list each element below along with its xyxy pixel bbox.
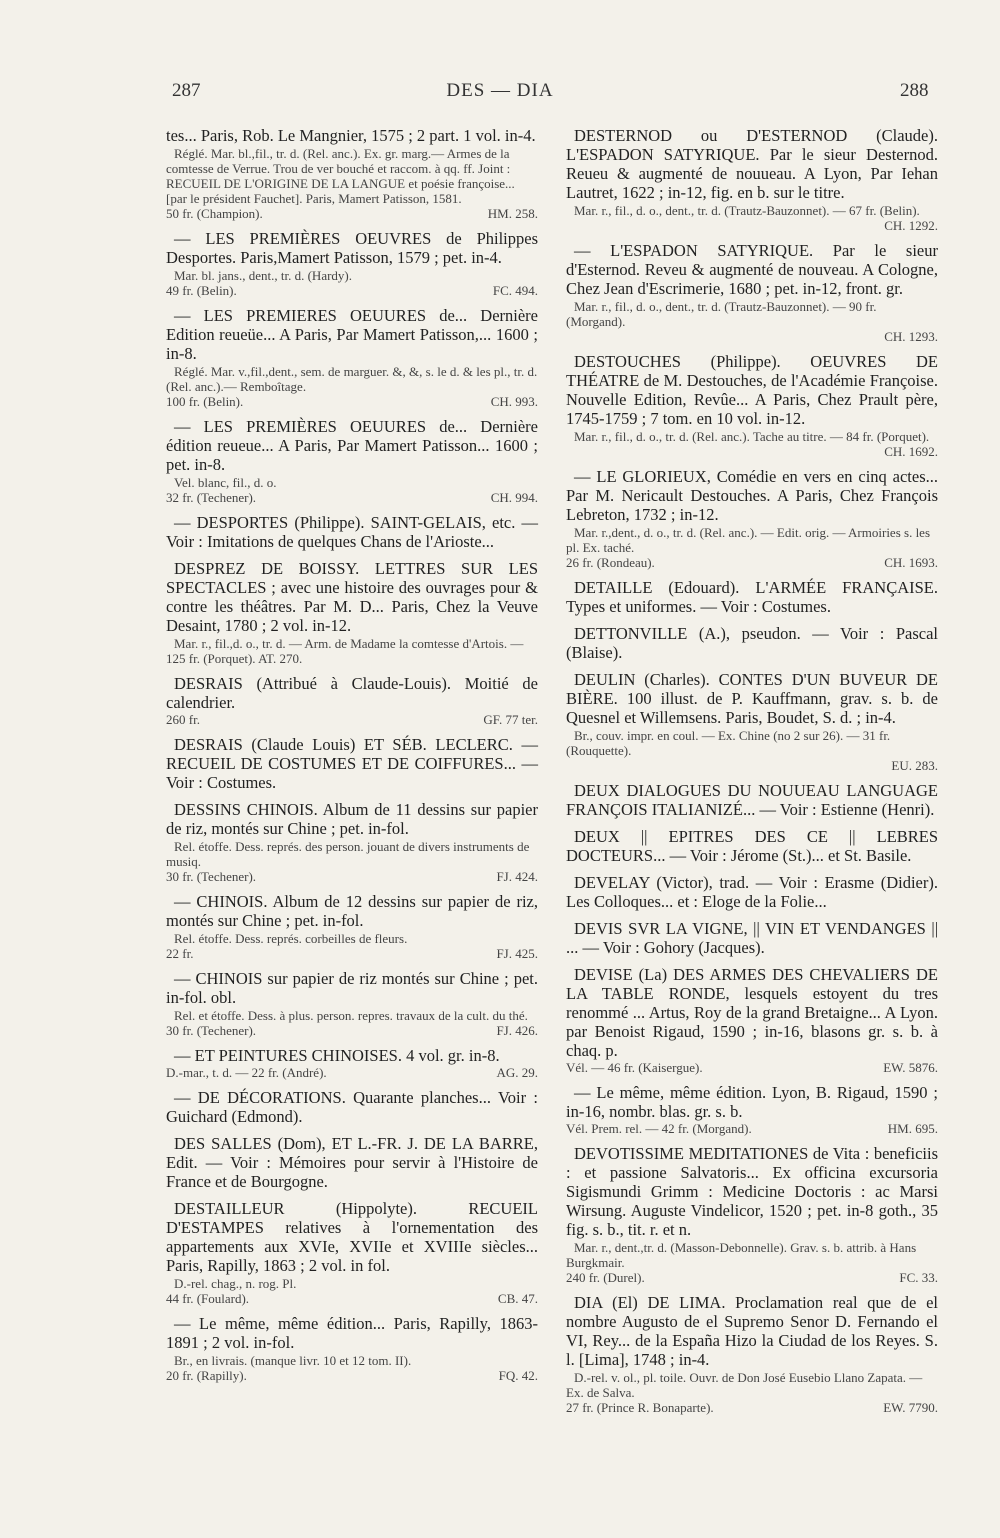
catalogue-entry: [566, 827, 938, 865]
entry-binding-note: Vel. blanc, fil., d. o.: [174, 475, 277, 490]
entry-heading: tes... Paris, Rob. Le Mangnier, 1575 ; 2 part. 1 vol. in-4.: [166, 126, 536, 145]
entry-sale-ref: FC. 494.: [492, 283, 538, 298]
entry-heading: — ET PEINTURES CHINOISES. 4 vol. gr. in-8.: [174, 1046, 500, 1065]
entry-heading: — DESPORTES (Philippe). SAINT-GELAIS, etc. — Voir : Imitations de quelques Chans de l'Arioste...: [166, 513, 538, 551]
entry-heading: DESSINS CHINOIS. Album de 11 dessins sur papier de riz, montés sur Chine ; pet. in-fol.: [166, 800, 538, 838]
entry-price: 100 fr. (Belin).: [166, 394, 244, 409]
catalogue-entry: [566, 873, 938, 911]
entry-price: Vél. — 46 fr. (Kaisergue).: [566, 1060, 703, 1075]
entry-price-line: [566, 758, 938, 773]
entry-binding-note: Br., en livrais. (manque livr. 10 et 12 tom. II).: [174, 1353, 412, 1368]
left-column: [166, 126, 538, 1391]
entry-binding-note: Rel. étoffe. Dess. représ. corbeilles de fleurs.: [174, 931, 408, 946]
entry-binding-note: Mar. r., dent.,tr. d. (Masson-Debonnelle). Grav. s. b. attrib. à Hans Burgkmair.: [566, 1240, 917, 1270]
entry-sale-ref: CH. 1292.: [884, 218, 938, 233]
entry-sale-ref: EW. 7790.: [883, 1400, 938, 1415]
catalogue-entry: [566, 1293, 938, 1415]
entry-binding-note: Mar. r., fil., d. o., tr. d. (Rel. anc.). Tache au titre. — 84 fr. (Porquet).: [574, 429, 930, 444]
catalogue-entry: [566, 467, 938, 570]
catalogue-entry: [566, 578, 938, 616]
entry-heading: DESRAIS (Claude Louis) ET SÉB. LECLERC. — RECUEIL DE COSTUMES ET DE COIFFURES... — Voir : Costumes.: [166, 735, 538, 792]
catalogue-entry: [566, 241, 938, 344]
entry-price-line: [566, 1060, 938, 1075]
entry-price-line: [166, 869, 538, 884]
entry-heading: — LE GLORIEUX, Comédie en vers en cinq actes... Par M. Nericault Destouches. A Paris, Chez François Lebreton, 1732 ; in-12.: [566, 467, 938, 524]
entry-sale-ref: FJ. 425.: [496, 946, 538, 961]
entry-sale-ref: EW. 5876.: [883, 1060, 938, 1075]
running-title: DES — DIA: [446, 80, 554, 101]
entry-sale-ref: CH. 993.: [490, 394, 538, 409]
catalogue-entry: [166, 126, 538, 221]
catalogue-entry: [166, 559, 538, 666]
entry-heading: DEVISE (La) DES ARMES DES CHEVALIERS DE LA TABLE RONDE, lesquels estoyent du tres renommé ... Artus, Roy de la grand Bretaigne... A Lyon. par Benoist Rigaud, 1590 ; in-16, blasons gr. s. b. à chaq. p.: [566, 965, 938, 1060]
entry-price-line: [566, 1121, 938, 1136]
catalogue-entry: [166, 417, 538, 505]
entry-binding-note: Mar. bl. jans., dent., tr. d. (Hardy).: [174, 268, 352, 283]
entry-heading: DESRAIS (Attribué à Claude-Louis). Moitié de calendrier.: [166, 674, 538, 712]
entry-price: 260 fr.: [166, 712, 200, 727]
catalogue-entry: [166, 1199, 538, 1306]
catalogue-entry: [566, 352, 938, 459]
entry-price-line: [166, 394, 538, 409]
entry-heading: — LES PREMIÈRES OEUVRES de Philippes Desportes. Paris,Mamert Patisson, 1579 ; pet. in-4.: [166, 229, 538, 267]
entry-sale-ref: FJ. 424.: [496, 869, 538, 884]
entry-sale-ref: HM. 695.: [887, 1121, 938, 1136]
catalogue-entry: [166, 800, 538, 884]
entry-price: Vél. Prem. rel. — 42 fr. (Morgand).: [566, 1121, 752, 1136]
entry-price: D.-mar., t. d. — 22 fr. (André).: [166, 1065, 327, 1080]
catalogue-entry: [566, 965, 938, 1075]
entry-binding-note: Réglé. Mar. v.,fil.,dent., sem. de marguer. &, &, s. le d. & les pl., tr. d. (Rel. anc.).— Remboîtage.: [166, 364, 538, 394]
entry-binding-note: Rel. étoffe. Dess. représ. des person. jouant de divers instruments de musiq.: [166, 839, 530, 869]
entry-sale-ref: AG. 29.: [496, 1065, 538, 1080]
entry-heading: DEUX || EPITRES DES CE || LEBRES DOCTEURS... — Voir : Jérome (St.)... et St. Basile.: [566, 827, 938, 865]
entry-sale-ref: CH. 1692.: [884, 444, 938, 459]
entry-binding-note: Réglé. Mar. bl.,fil., tr. d. (Rel. anc.). Ex. gr. marg.— Armes de la comtesse de Verrue. Trou de ver bouché et raccom. à qq. ff. Joint : RECUEIL DE L'ORIGINE DE LA LANGUE et poésie françoise... [par le président Fauchet]. Paris, Mamert Patisson, 1581.: [166, 146, 515, 206]
right-column: [566, 126, 938, 1423]
entry-heading: — CHINOIS. Album de 12 dessins sur papier de riz, montés sur Chine ; pet. in-fol.: [166, 892, 538, 930]
entry-price: 30 fr. (Techener).: [166, 869, 257, 884]
catalogue-entry: [166, 1088, 538, 1126]
entry-price: 50 fr. (Champion).: [166, 206, 263, 221]
entry-price: 240 fr. (Durel).: [566, 1270, 645, 1285]
entry-sale-ref: CH. 994.: [490, 490, 538, 505]
catalogue-entry: [166, 229, 538, 298]
entry-binding-note: D.-rel. chag., n. rog. Pl.: [174, 1276, 297, 1291]
entry-heading: DES SALLES (Dom), ET L.-FR. J. DE LA BARRE, Edit. — Voir : Mémoires pour servir à l'Histoire de France et de Bourgogne.: [166, 1134, 538, 1191]
catalogue-entry: [566, 126, 938, 233]
entry-sale-ref: FQ. 42.: [498, 1368, 538, 1383]
entry-heading: — DE DÉCORATIONS. Quarante planches... Voir : Guichard (Edmond).: [166, 1088, 538, 1126]
catalogue-entry: [566, 624, 938, 662]
entry-price: 49 fr. (Belin).: [166, 283, 237, 298]
entry-price: 32 fr. (Techener).: [166, 490, 257, 505]
entry-binding-note: Mar. r.,dent., d. o., tr. d. (Rel. anc.). — Edit. orig. — Armoiries s. les pl. Ex. taché.: [566, 525, 931, 555]
entry-heading: DETAILLE (Edouard). L'ARMÉE FRANÇAISE. Types et uniformes. — Voir : Costumes.: [566, 578, 938, 616]
entry-price-line: [166, 1291, 538, 1306]
entry-price-line: [566, 1270, 938, 1285]
catalogue-entry: [166, 969, 538, 1038]
entry-price-line: [166, 490, 538, 505]
entry-sale-ref: FC. 33.: [899, 1270, 938, 1285]
entry-heading: DESPREZ DE BOISSY. LETTRES SUR LES SPECTACLES ; avec une histoire des ouvrages pour & contre les théâtres. Par M. D... Paris, Chez la Veuve Desaint, 1780 ; 2 vol. in-12.: [166, 559, 538, 635]
entry-sale-ref: GF. 77 ter.: [483, 712, 538, 727]
catalogue-entry: [166, 1314, 538, 1383]
entry-heading: — CHINOIS sur papier de riz montés sur Chine ; pet. in-fol. obl.: [166, 969, 538, 1007]
entry-sale-ref: EU. 283.: [891, 758, 938, 773]
catalogue-entry: [166, 892, 538, 961]
entry-price-line: [166, 206, 538, 221]
catalogue-entry: [166, 1046, 538, 1080]
catalogue-entry: [566, 1083, 938, 1136]
entry-binding-note: Rel. et étoffe. Dess. à plus. person. repres. travaux de la cult. du thé.: [174, 1008, 528, 1023]
entry-price: 22 fr.: [166, 946, 194, 961]
entry-price-line: [166, 712, 538, 727]
entry-price-line: [566, 218, 938, 233]
catalogue-entry: [166, 513, 538, 551]
entry-price-line: [166, 1065, 538, 1080]
entry-sale-ref: HM. 258.: [487, 206, 538, 221]
entry-price-line: [566, 1400, 938, 1415]
entry-heading: DEVOTISSIME MEDITATIONES de Vita : beneficiis : et passione Salvatoris... Ex officina excursoria Sigismundi Grimm : Medicine Doctoris : ac Marsi Wirsung. Auguste Vindelicor, 1520 ; pet. in-8 goth., 35 fig. s. b., tit. r. et n.: [566, 1144, 938, 1239]
entry-heading: DEULIN (Charles). CONTES D'UN BUVEUR DE BIÈRE. 100 illust. de P. Kauffmann, grav. s. b. de Quesnel et Willemsens. Paris, Boudet, S. d. ; in-4.: [566, 670, 938, 727]
entry-price-line: [166, 1023, 538, 1038]
entry-heading: DEVELAY (Victor), trad. — Voir : Erasme (Didier). Les Colloques... et : Eloge de la Folie...: [566, 873, 938, 911]
entry-price-line: [166, 1368, 538, 1383]
entry-price-line: [566, 329, 938, 344]
entry-price-line: [566, 555, 938, 570]
entry-price: 20 fr. (Rapilly).: [166, 1368, 247, 1383]
entry-sale-ref: CH. 1693.: [884, 555, 938, 570]
catalogue-entry: [566, 670, 938, 773]
catalogue-entry: [166, 674, 538, 727]
entry-binding-note: Br., couv. impr. en coul. — Ex. Chine (no 2 sur 26). — 31 fr. (Rouquette).: [566, 728, 891, 758]
entry-price-line: [166, 283, 538, 298]
entry-binding-note: Mar. r., fil., d. o., dent., tr. d. (Trautz-Bauzonnet). — 90 fr. (Morgand).: [566, 299, 877, 329]
entry-heading: DEVIS SVR LA VIGNE, || VIN ET VENDANGES || ... — Voir : Gohory (Jacques).: [566, 919, 938, 957]
entry-sale-ref: FJ. 426.: [496, 1023, 538, 1038]
entry-sale-ref: CB. 47.: [497, 1291, 538, 1306]
left-page-number: 287: [172, 80, 201, 101]
right-page-number: 288: [900, 80, 929, 101]
catalogue-entry: [566, 1144, 938, 1285]
entry-price: 26 fr. (Rondeau).: [566, 555, 655, 570]
catalogue-entry: [166, 735, 538, 792]
entry-binding-note: D.-rel. v. ol., pl. toile. Ouvr. de Don José Eusebio Llano Zapata. — Ex. de Salva.: [566, 1370, 923, 1400]
entry-heading: DESTOUCHES (Philippe). OEUVRES DE THÉATRE de M. Destouches, de l'Académie Françoise. Nouvelle Edition, Revûe... A Paris, Chez Prault père, 1745-1759 ; 7 tom. en 10 vol. in-12.: [566, 352, 938, 428]
entry-heading: DESTAILLEUR (Hippolyte). RECUEIL D'ESTAMPES relatives à l'ornementation des appartements aux XVIe, XVIIe et XVIIIe siècles... Paris, Rapilly, 1863 ; 2 vol. in fol.: [166, 1199, 538, 1275]
entry-heading: — Le même, même édition. Lyon, B. Rigaud, 1590 ; in-16, nombr. blas. gr. s. b.: [566, 1083, 938, 1121]
catalogue-entry: [566, 781, 938, 819]
catalogue-entry: [566, 919, 938, 957]
entry-price: 27 fr. (Prince R. Bonaparte).: [566, 1400, 714, 1415]
entry-binding-note: Mar. r., fil., d. o., dent., tr. d. (Trautz-Bauzonnet). — 67 fr. (Belin).: [574, 203, 920, 218]
entry-heading: — Le même, même édition... Paris, Rapilly, 1863-1891 ; 2 vol. in-fol.: [166, 1314, 538, 1352]
entry-heading: — LES PREMIERES OEUURES de... Dernière Edition reueüe... A Paris, Par Mamert Patisson,... 1600 ; in-8.: [166, 306, 538, 363]
catalogue-entry: [166, 306, 538, 409]
entry-heading: DESTERNOD ou D'ESTERNOD (Claude). L'ESPADON SATYRIQUE. Par le sieur Desternod. Reueu & augmenté de nouueau. A Lyon, Par Iehan Lautret, 1622 ; in-12, fig. en b. sur le titre.: [566, 126, 938, 202]
entry-price-line: [166, 946, 538, 961]
entry-price: 44 fr. (Foulard).: [166, 1291, 250, 1306]
entry-price-line: [566, 444, 938, 459]
entry-heading: — L'ESPADON SATYRIQUE. Par le sieur d'Esternod. Reveu & augmenté de nouveau. A Cologne, Chez Jean d'Escrimerie, 1680 ; pet. in-12, front. gr.: [566, 241, 938, 298]
entry-heading: — LES PREMIÈRES OEUURES de... Dernière édition reueue... A Paris, Par Mamert Patisson... 1600 ; pet. in-8.: [166, 417, 538, 474]
entry-heading: DIA (El) DE LIMA. Proclamation real que de el nombre Augusto de el Supremo Senor D. Fernando el VI, Rey... de la España Hizo la Ciudad de los Reyes. S. l. [Lima], 1748 ; in-4.: [566, 1293, 938, 1369]
entry-heading: DEUX DIALOGUES DU NOUUEAU LANGUAGE FRANÇOIS ITALIANIZÉ... — Voir : Estienne (Henri).: [566, 781, 938, 819]
entry-heading: DETTONVILLE (A.), pseudon. — Voir : Pascal (Blaise).: [566, 624, 938, 662]
entry-price: 30 fr. (Techener).: [166, 1023, 257, 1038]
entry-binding-note: Mar. r., fil.,d. o., tr. d. — Arm. de Madame la comtesse d'Artois. — 125 fr. (Porquet). AT. 270.: [166, 636, 524, 666]
catalogue-entry: [166, 1134, 538, 1191]
entry-sale-ref: CH. 1293.: [884, 329, 938, 344]
